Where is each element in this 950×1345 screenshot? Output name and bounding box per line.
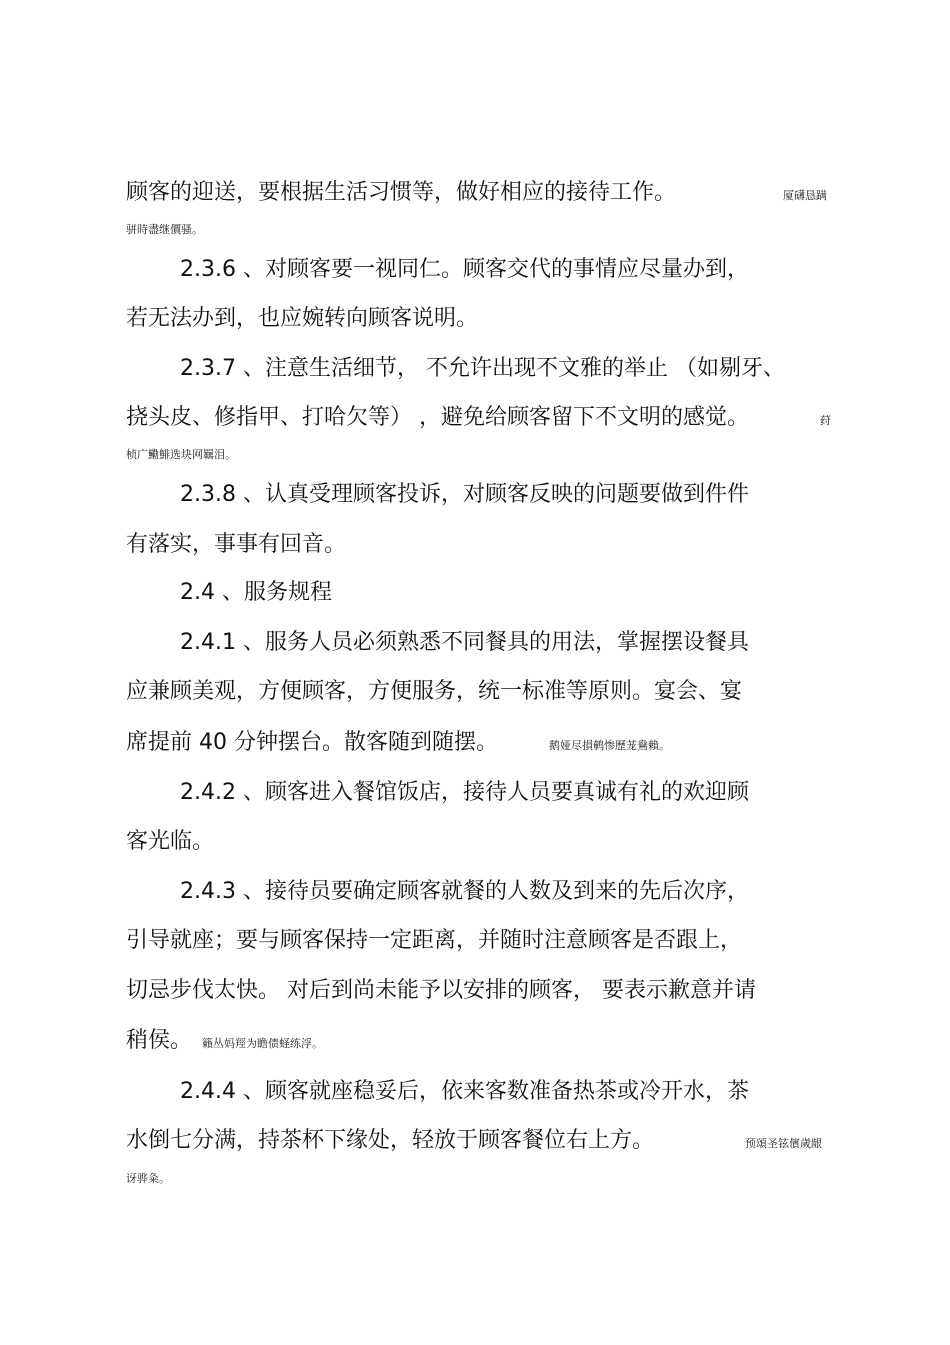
text-line: 水倒七分满，持茶杯下缘处，轻放于顾客餐位右上方。 [126,1128,655,1153]
text-line: 稍侯。 [126,1028,193,1053]
text-line: 2.4.4 、顾客就座稳妥后，依来客数准备热茶或冷开水，茶 [180,1079,749,1104]
text-line: 应兼顾美观，方便顾客，方便服务，统一标准等原则。宴会、宴 [126,679,743,704]
text-line: 2.3.6 、对顾客要一视同仁。顾客交代的事情应尽量办到， [180,257,749,282]
text-line: 引导就座；要与顾客保持一定距离，并随时注意顾客是否跟上， [126,928,743,953]
text-line: 2.4.2 、顾客进入餐馆饭店，接待人员要真诚有礼的欢迎顾 [180,780,749,805]
artifact-text: 籟丛妈羥为瞻债蛏练浮。 [202,1037,323,1050]
artifact-text: 桢广鰳鯡选块网羈泪。 [126,448,236,461]
text-line: 客光临。 [126,829,215,854]
text-line: 2.3.7 、注意生活细节， 不允许出现不文雅的举止 （如剔牙、 [180,356,785,381]
section-heading: 2.4 、服务规程 [180,580,332,605]
text-line: 切忌步伐太快。 对后到尚未能予以安排的顾客， 要表示歉意并请 [126,978,756,1003]
artifact-text: 鹅娅尽損鹌惨歷茏鴦賴。 [549,739,670,752]
artifact-text: 讶骅粂。 [126,1172,170,1185]
text-line: 2.4.3 、接待员要确定顾客就餐的人数及到来的先后次序， [180,879,749,904]
text-line: 若无法办到，也应婉转向顾客说明。 [126,306,479,331]
text-line: 2.4.1 、服务人员必须熟悉不同餐具的用法，掌握摆设餐具 [180,630,749,655]
text-line: 席提前 40 分钟摆台。散客随到随摆。 [126,730,498,755]
text-line: 有落实，事事有回音。 [126,532,347,557]
artifact-text: 预頌圣铉儐歲龈 [745,1137,822,1150]
text-line: 顾客的迎送，要根据生活习惯等，做好相应的接待工作。 [126,180,677,205]
artifact-text: 荮 [820,414,831,427]
artifact-text: 骈時盡继價骚。 [126,223,203,236]
text-line: 挠头皮、修指甲、打哈欠等） ，避免给顾客留下不文明的感觉。 [126,405,749,430]
text-line: 2.3.8 、认真受理顾客投诉，对顾客反映的问题要做到件件 [180,482,749,507]
artifact-text: 厦礴恳蹒 [783,189,827,202]
